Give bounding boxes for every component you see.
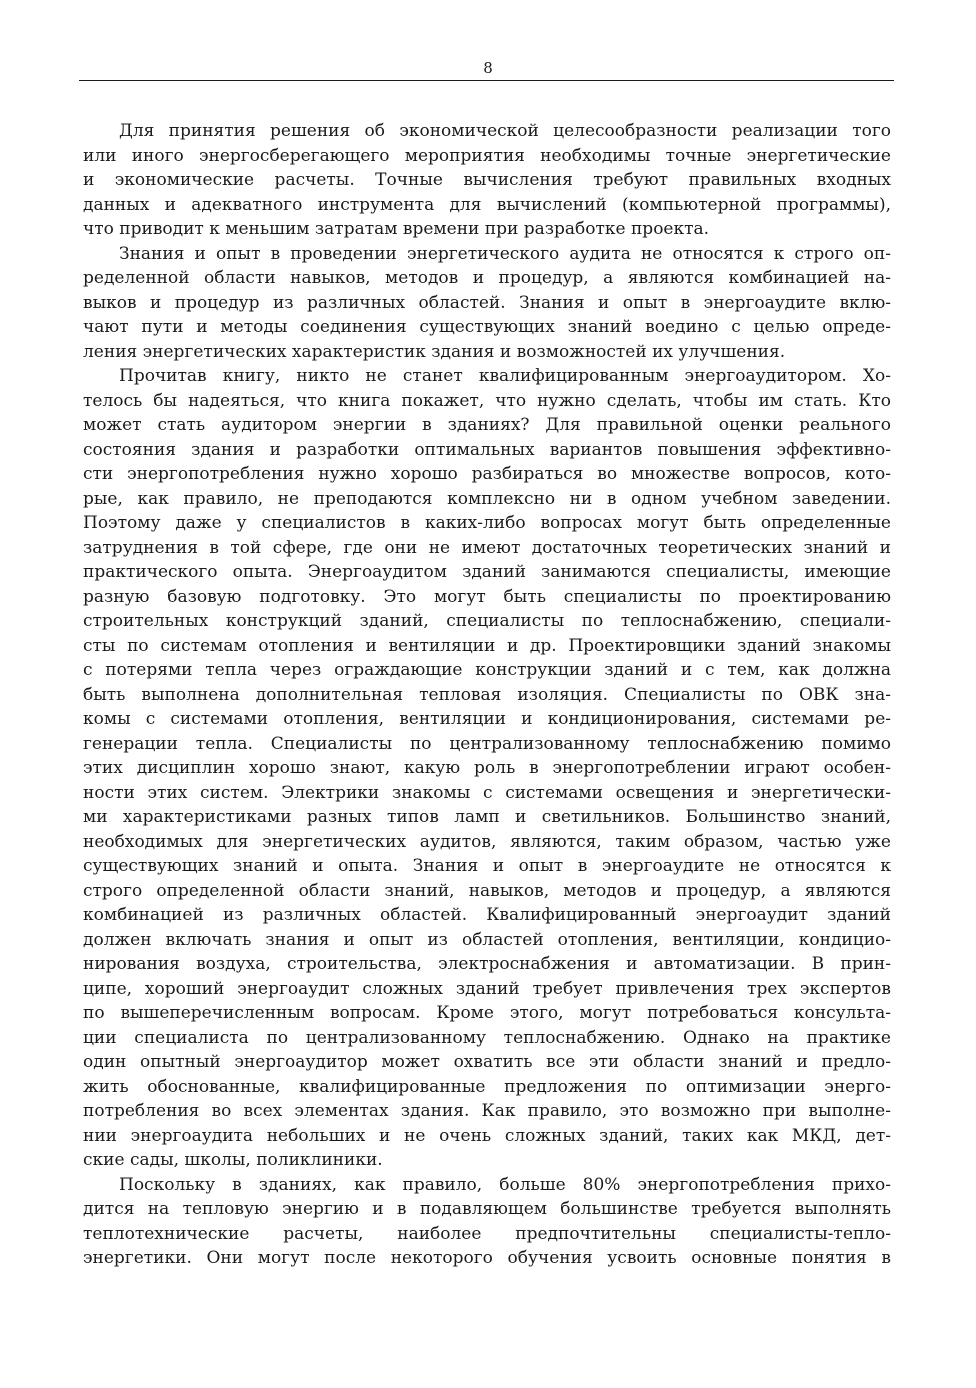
paragraph-3-line: один опытный энергоаудитор может охватить все эти области знаний и предло-: [83, 1052, 891, 1072]
paragraph-2-line: ределенной области навыков, методов и процедур, а являются комбинацией на-: [83, 268, 891, 288]
paragraph-4-line: Поскольку в зданиях, как правило, больше 80% энергопотребления прихо-: [119, 1174, 891, 1195]
paragraph-3-line: необходимых для энергетических аудитов, являются, таким образом, частью уже: [83, 831, 891, 852]
paragraph-3-line: этих дисциплин хорошо знают, какую роль в энергопотреблении играют особен-: [83, 758, 891, 778]
paragraph-3-line: ности этих систем. Электрики знакомы с системами освещения и энергетически-: [83, 782, 891, 803]
paragraph-4-line: дится на тепловую энергию и в подавляющем большинстве требуется выполнять: [83, 1199, 891, 1219]
paragraph-3-line: по вышеперечисленным вопросам. Кроме этого, могут потребоваться консульта-: [83, 1003, 891, 1023]
paragraph-3-line: телось бы надеяться, что книга покажет, что нужно сделать, чтобы им стать. Кто: [83, 390, 891, 411]
paragraph-3-line: строго определенной области знаний, навыков, методов и процедур, а являются: [83, 880, 891, 901]
page-number: 8: [483, 59, 493, 77]
paragraph-3-line: комы с системами отопления, вентиляции и кондиционирования, системами ре-: [83, 709, 891, 729]
paragraph-3-line: ские сады, школы, поликлиники.: [83, 1150, 383, 1170]
paragraph-3-line: может стать аудитором энергии в зданиях? Для правильной оценки реального: [83, 415, 891, 435]
paragraph-2-line: ления энергетических характеристик здания и возможностей их улучшения.: [83, 341, 786, 362]
paragraph-3-line: разную базовую подготовку. Это могут быть специалисты по проектированию: [83, 586, 891, 607]
paragraph-3-line: нирования воздуха, строительства, электроснабжения и автоматизации. В прин-: [83, 954, 891, 974]
paragraph-3-line: существующих знаний и опыта. Знания и опыт в энергоаудите не относятся к: [83, 856, 891, 876]
paragraph-3-line: комбинацией из различных областей. Квалифицированный энергоаудит зданий: [83, 905, 891, 925]
paragraph-1-line: или иного энергосберегающего мероприятия необходимы точные энергетические: [83, 145, 891, 166]
paragraph-3-line: рые, как правило, не преподаются комплексно ни в одном учебном заведении.: [83, 488, 891, 509]
paragraph-3-line: практического опыта. Энергоаудитом зданий занимаются специалисты, имеющие: [83, 562, 891, 582]
paragraph-3-line: Поэтому даже у специалистов в каких-либо вопросах могут быть определенные: [83, 513, 891, 533]
paragraph-1-line: что приводит к меньшим затратам времени при разработке проекта.: [83, 219, 710, 239]
body-text: [83, 119, 891, 1271]
paragraph-3-line: потребления во всех элементах здания. Как правило, это возможно при выполне-: [83, 1101, 891, 1121]
paragraph-3-line: ципе, хороший энергоаудит сложных зданий требует привлечения трех экспертов: [83, 978, 891, 999]
paragraph-3-line: Прочитав книгу, никто не станет квалифицированным энергоаудитором. Хо-: [119, 366, 891, 386]
paragraph-3-line: затруднения в той сфере, где они не имеют достаточных теоретических знаний и: [83, 537, 891, 558]
paragraph-3-line: ции специалиста по централизованному теплоснабжению. Однако на практике: [83, 1027, 891, 1048]
paragraph-2-line: выков и процедур из различных областей. Знания и опыт в энергоаудите вклю-: [83, 292, 891, 313]
paragraph-3-line: должен включать знания и опыт из областей отопления, вентиляции, кондицио-: [83, 929, 891, 950]
paragraph-3-line: строительных конструкций зданий, специалисты по теплоснабжению, специали-: [83, 611, 891, 631]
paragraph-3-line: жить обоснованные, квалифицированные предложения по оптимизации энерго-: [83, 1076, 891, 1097]
paragraph-3-line: сти энергопотребления нужно хорошо разбираться во множестве вопросов, кото-: [83, 464, 891, 484]
paragraph-4-line: энергетики. Они могут после некоторого обучения усвоить основные понятия в: [83, 1248, 891, 1268]
paragraph-1-line: Для принятия решения об экономической целесообразности реализации того: [119, 121, 891, 141]
paragraph-3-line: генерации тепла. Специалисты по централизованному теплоснабжению помимо: [83, 733, 891, 754]
paragraph-2-line: Знания и опыт в проведении энергетического аудита не относятся к строго оп-: [119, 243, 891, 264]
paragraph-1-line: данных и адекватного инструмента для вычислений (компьютерной программы),: [83, 194, 891, 215]
paragraph-3-line: нии энергоаудита небольших и не очень сложных зданий, таких как МКД, дет-: [83, 1125, 891, 1146]
paragraph-2-line: чают пути и методы соединения существующих знаний воедино с целью опреде-: [83, 317, 891, 337]
paragraph-1-line: и экономические расчеты. Точные вычисления требуют правильных входных: [83, 170, 891, 190]
header-rule: [79, 80, 894, 81]
paragraph-3-line: быть выполнена дополнительная тепловая изоляция. Специалисты по ОВК зна-: [83, 684, 891, 705]
paragraph-3-line: с потерями тепла через ограждающие конструкции зданий и с тем, как должна: [83, 660, 891, 680]
paragraph-3-line: ми характеристиками разных типов ламп и светильников. Большинство знаний,: [83, 807, 891, 827]
paragraph-3-line: сты по системам отопления и вентиляции и др. Проектировщики зданий знакомы: [83, 635, 891, 656]
paragraph-4-line: теплотехнические расчеты, наиболее предпочтительны специалисты-тепло-: [83, 1223, 891, 1244]
paragraph-3-line: состояния здания и разработки оптимальных вариантов повышения эффективно-: [83, 439, 891, 460]
